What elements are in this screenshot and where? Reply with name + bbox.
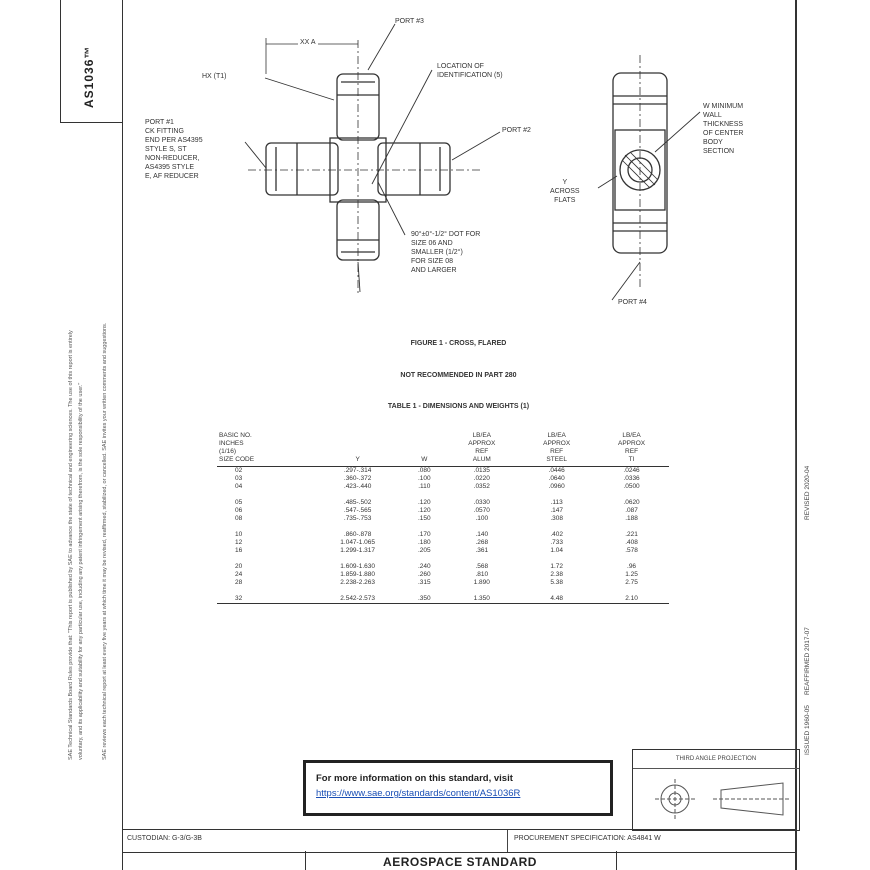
table-cell: .0220 — [473, 475, 490, 482]
callout-angle: 90°±0°-1/2° DOT FOR SIZE 06 AND SMALLER (1/2°) FOR SIZE 08 AND LARGER — [411, 231, 481, 274]
table-cell: 10 — [235, 531, 243, 538]
table-row — [217, 475, 669, 483]
table-cell: .860-.878 — [343, 531, 372, 538]
table-cell: 1.859-1.880 — [340, 571, 375, 578]
table-cell: .297-.314 — [343, 467, 372, 474]
table-cell: 1.047-1.065 — [340, 539, 375, 546]
table-cell: .0960 — [548, 483, 565, 490]
table-cell: 2.542-2.573 — [311, 595, 404, 604]
revision-revised: REVISED 2020-04 — [804, 465, 811, 520]
table-cell: 24 — [235, 571, 243, 578]
table-cell: 04 — [235, 483, 243, 490]
table-cell: 2.38 — [550, 571, 563, 578]
callout-port-2: PORT #2 — [502, 127, 531, 134]
table-cell: .100 — [417, 475, 431, 482]
table-spacer-row — [217, 523, 669, 531]
cross-fitting-drawing — [0, 0, 870, 330]
table-cell: 08 — [235, 515, 243, 522]
table-cell: .180 — [417, 539, 431, 546]
table-cell: .0330 — [473, 499, 490, 506]
table-cell: .423-.440 — [343, 483, 372, 490]
info-text: For more information on this standard, visit — [316, 773, 513, 784]
header-y: Y — [311, 432, 404, 467]
footer-custodian: CUSTODIAN: G-3/G-3B — [127, 835, 202, 842]
table-cell: 12 — [235, 539, 243, 546]
table-cell: 5.38 — [550, 579, 563, 586]
side-note-1: SAE Technical Standards Board Rules provide that: "This report is published by SAE to advance the state of technical and engineering sciences. The use of this report is entirely — [68, 330, 74, 760]
table-cell: .360-.372 — [343, 475, 372, 482]
table-cell: .361 — [475, 547, 489, 554]
table-cell: .110 — [418, 483, 431, 490]
callout-wall-thickness: W MINIMUM WALL THICKNESS OF CENTER BODY SECTION — [703, 103, 744, 155]
table-cell: 4.48 — [519, 595, 594, 604]
table-cell: .087 — [625, 507, 638, 514]
table-cell: .080 — [417, 467, 431, 474]
table-cell: .733 — [550, 539, 563, 546]
table-cell: .268 — [475, 539, 489, 546]
table-cell: 02 — [235, 467, 243, 474]
spacer-cell — [217, 555, 669, 563]
projection-symbol-icon — [633, 768, 799, 830]
table-cell: 1.609-1.630 — [340, 563, 375, 570]
footer-row — [122, 829, 795, 853]
table-cell: 2.10 — [594, 595, 669, 604]
table-cell: .120 — [417, 499, 431, 506]
table-cell: .221 — [625, 531, 638, 538]
standard-link[interactable]: https://www.sae.org/standards/content/AS1036R — [316, 788, 521, 799]
table-spacer-row — [217, 587, 669, 595]
table-row — [217, 579, 669, 587]
table-cell: .408 — [625, 539, 638, 546]
table-row — [217, 563, 669, 571]
table-cell: .120 — [417, 507, 431, 514]
header-alum-weight: LB/EA APPROX REF ALUM — [444, 432, 519, 467]
table-cell: .350 — [404, 595, 444, 604]
aerospace-standard-title: AEROSPACE STANDARD — [383, 855, 537, 869]
revision-issued: ISSUED 1960-05 — [804, 705, 811, 755]
table-row — [217, 483, 669, 491]
table-row — [217, 531, 669, 539]
table-cell: 1.04 — [550, 547, 563, 554]
table-cell: 20 — [235, 563, 243, 570]
table-cell: 06 — [235, 507, 243, 514]
table-cell: .315 — [417, 579, 431, 586]
table-caption: TABLE 1 - DIMENSIONS AND WEIGHTS (1) — [387, 403, 530, 410]
callout-port-3: PORT #3 — [395, 18, 424, 25]
table-cell: .735-.753 — [343, 515, 372, 522]
table-cell: .0352 — [473, 483, 490, 490]
callout-dimension-x: XX A — [300, 39, 316, 46]
table-row — [217, 595, 669, 604]
header-size-code: BASIC NO. INCHES (1/16) SIZE CODE — [217, 432, 311, 467]
callout-port-4: PORT #4 — [618, 299, 647, 306]
figure-caption: FIGURE 1 - CROSS, FLARED — [410, 340, 507, 347]
table-cell: 1.890 — [473, 579, 490, 586]
table-cell: 1.350 — [444, 595, 519, 604]
side-note-3: SAE reviews each technical report at least every five years at which time it may be revised, reaffirmed, stabilized, or cancelled. SAE invites your written comments and suggestions. — [102, 322, 108, 760]
table-body — [217, 467, 669, 604]
projection-title: THIRD ANGLE PROJECTION — [633, 750, 799, 769]
header-w: W — [404, 432, 444, 467]
callout-identification-location: LOCATION OF IDENTIFICATION (5) — [437, 63, 503, 79]
table-cell: 03 — [235, 475, 243, 482]
table-cell: .147 — [550, 507, 563, 514]
table-cell: .485-.502 — [343, 499, 372, 506]
table-cell: .810 — [475, 571, 489, 578]
table-cell: .547-.565 — [343, 507, 372, 514]
table-spacer-row — [217, 491, 669, 499]
table-cell: .150 — [417, 515, 431, 522]
table-row — [217, 507, 669, 515]
side-note-2: voluntary, and its applicability and suitability for any particular use, including any patent infringement arising therefrom, is the sole responsibility of the user." — [78, 382, 84, 760]
table-cell: 16 — [235, 547, 243, 554]
table-cell: .308 — [550, 515, 563, 522]
table-cell: 05 — [235, 499, 243, 506]
table-cell: .188 — [625, 515, 638, 522]
table-cell: .100 — [475, 515, 489, 522]
table-cell: 1.72 — [550, 563, 563, 570]
table-row — [217, 499, 669, 507]
table-cell: .0246 — [623, 467, 640, 474]
table-cell: 1.25 — [625, 571, 638, 578]
spacer-cell — [217, 587, 669, 595]
table-cell: .0446 — [548, 467, 565, 474]
table-row — [217, 539, 669, 547]
table-cell: .0620 — [623, 499, 640, 506]
table-cell: .0500 — [623, 483, 640, 490]
figure-note: NOT RECOMMENDED IN PART 280 — [400, 372, 517, 379]
table-cell: .260 — [417, 571, 431, 578]
footer-divider — [507, 830, 508, 852]
table-cell: .113 — [550, 499, 563, 506]
more-info-box — [303, 760, 613, 816]
projection-box — [632, 749, 800, 831]
spacer-cell — [217, 523, 669, 531]
table-cell: 2.238-2.263 — [340, 579, 375, 586]
table-cell: .140 — [475, 531, 489, 538]
table-cell: 2.75 — [625, 579, 638, 586]
table-cell: .170 — [417, 531, 431, 538]
spacer-cell — [217, 491, 669, 499]
callout-port-1: PORT #1 CK FITTING END PER AS4395 STYLE S, ST NON-REDUCER, AS4395 STYLE E, AF REDUCER — [145, 119, 203, 180]
table-cell: .96 — [627, 563, 637, 570]
revision-reaffirmed: REAFFIRMED 2017-07 — [804, 627, 811, 695]
callout-across-flats: Y ACROSS FLATS — [550, 179, 580, 204]
table-spacer-row — [217, 555, 669, 563]
dimensions-table — [217, 432, 669, 604]
header-steel-weight: LB/EA APPROX REF STEEL — [519, 432, 594, 467]
table-row — [217, 547, 669, 555]
table-cell: .0135 — [473, 467, 490, 474]
table-cell: 1.299-1.317 — [340, 547, 375, 554]
table-cell: .402 — [550, 531, 563, 538]
callout-hex: HX (T1) — [202, 73, 227, 80]
table-row — [217, 571, 669, 579]
footer-procurement-spec: PROCUREMENT SPECIFICATION: AS4841 W — [514, 835, 661, 842]
table-row — [217, 515, 669, 523]
header-ti-weight: LB/EA APPROX REF TI — [594, 432, 669, 467]
table-cell: .568 — [475, 563, 489, 570]
table-row — [217, 467, 669, 476]
table-cell: 28 — [235, 579, 243, 586]
table-cell: .0570 — [473, 507, 490, 514]
table-cell: .0336 — [623, 475, 640, 482]
table-cell: .578 — [625, 547, 638, 554]
table-cell: .240 — [417, 563, 431, 570]
document-number: AS1036™ — [82, 45, 96, 108]
table-cell: .205 — [417, 547, 431, 554]
table-header-row — [217, 432, 669, 467]
table-cell: 32 — [217, 595, 311, 604]
table-cell: .0640 — [548, 475, 565, 482]
